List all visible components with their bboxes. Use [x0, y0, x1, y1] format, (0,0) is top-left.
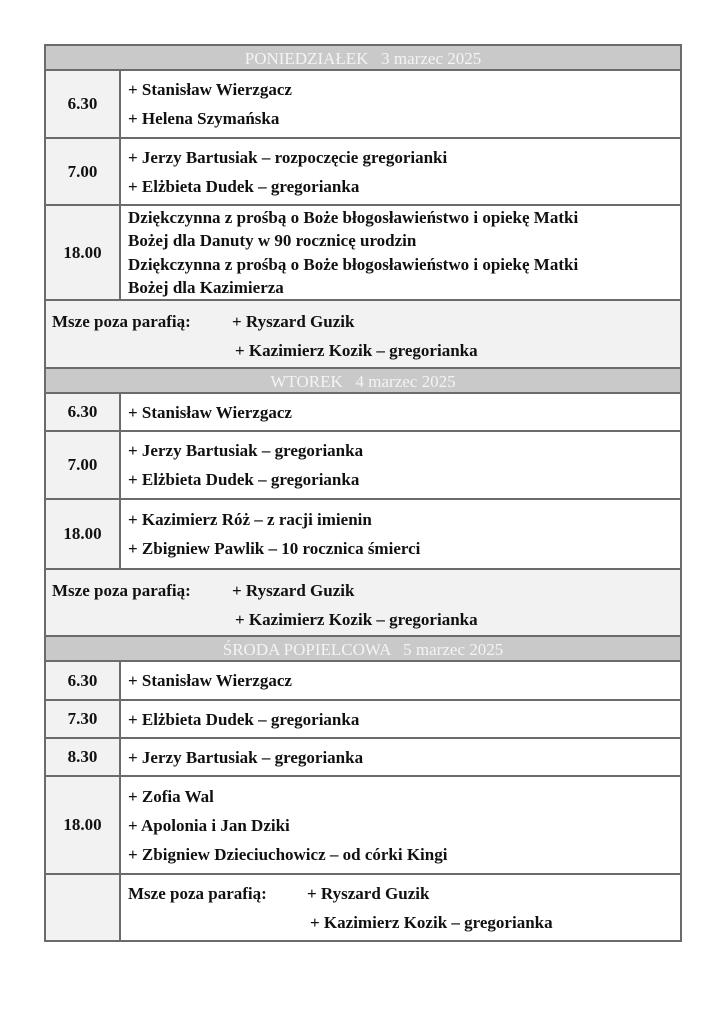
intention: + Zbigniew Dzieciuchowicz – od córki Kingi	[128, 844, 448, 864]
intention: + Kazimierz Kozik – gregorianka	[235, 610, 478, 629]
outside-masses	[121, 875, 680, 940]
mass-row	[46, 739, 680, 777]
mass-intentions	[121, 777, 680, 873]
mass-row	[46, 139, 680, 206]
intention: + Ryszard Guzik	[232, 581, 355, 600]
mass-row	[46, 701, 680, 739]
mass-intentions	[121, 139, 680, 204]
intention: + Ryszard Guzik	[307, 884, 430, 903]
mass-intentions	[121, 739, 680, 775]
mass-intentions-table	[44, 44, 682, 942]
intention: + Jerzy Bartusiak – gregorianka	[128, 441, 364, 460]
mass-row	[46, 206, 680, 301]
intention: + Elżbieta Dudek – gregorianka	[128, 176, 360, 196]
mass-time: 6.30	[46, 662, 121, 699]
mass-row	[46, 662, 680, 701]
mass-intentions	[121, 394, 680, 430]
mass-intentions	[121, 71, 680, 137]
mass-time: 6.30	[46, 71, 121, 137]
intention: Dziękczynna z prośbą o Boże błogosławieństwo i opiekę Matki	[128, 254, 579, 274]
intention: Dziękczynna z prośbą o Boże błogosławieństwo i opiekę Matki	[128, 207, 579, 227]
mass-time: 7.00	[46, 139, 121, 204]
intention: + Elżbieta Dudek – gregorianka	[128, 470, 360, 489]
mass-intentions	[121, 500, 680, 568]
intention: + Jerzy Bartusiak – gregorianka	[128, 747, 364, 767]
outside-masses-label: Msze poza parafią:	[52, 581, 191, 600]
outside-masses-row	[46, 301, 680, 369]
mass-time: 18.00	[46, 206, 121, 299]
mass-time: 18.00	[46, 500, 121, 568]
intention: + Helena Szymańska	[128, 109, 280, 128]
intention: + Apolonia i Jan Dziki	[128, 815, 290, 835]
outside-masses-label: Msze poza parafią:	[52, 312, 191, 331]
intention: + Kazimierz Kozik – gregorianka	[235, 341, 478, 360]
mass-time: 7.00	[46, 432, 121, 498]
intention: + Zbigniew Pawlik – 10 rocznica śmierci	[128, 539, 421, 558]
mass-row	[46, 777, 680, 875]
intention: + Zofia Wal	[128, 786, 214, 806]
intention: + Kazimierz Róż – z racji imienin	[128, 510, 372, 529]
intention: + Stanisław Wierzgacz	[128, 80, 292, 99]
mass-row	[46, 71, 680, 139]
intention: Bożej dla Danuty w 90 rocznicę urodzin	[128, 231, 417, 250]
intention: Bożej dla Kazimierza	[128, 278, 284, 297]
mass-intentions	[121, 701, 680, 737]
outside-masses-row	[46, 570, 680, 637]
mass-time: 8.30	[46, 739, 121, 775]
outside-masses-label: Msze poza parafią:	[128, 884, 267, 903]
outside-masses-row	[46, 875, 680, 940]
mass-intentions	[121, 206, 680, 299]
mass-time: 6.30	[46, 394, 121, 430]
intention: + Jerzy Bartusiak – rozpoczęcie gregorianki	[128, 147, 448, 167]
intention: + Stanisław Wierzgacz	[128, 402, 292, 422]
mass-row	[46, 500, 680, 570]
mass-intentions	[121, 662, 680, 699]
mass-row	[46, 394, 680, 432]
intention: + Kazimierz Kozik – gregorianka	[310, 913, 553, 932]
intention: + Stanisław Wierzgacz	[128, 671, 292, 690]
day-header-monday: PONIEDZIAŁEK 3 marzec 2025	[46, 46, 680, 71]
mass-time: 18.00	[46, 777, 121, 873]
outside-masses	[46, 301, 680, 367]
outside-masses	[46, 570, 680, 635]
empty-time-cell	[46, 875, 121, 940]
intention: + Ryszard Guzik	[232, 312, 355, 331]
mass-row	[46, 432, 680, 500]
day-header-tuesday: WTOREK 4 marzec 2025	[46, 369, 680, 394]
mass-intentions	[121, 432, 680, 498]
mass-time: 7.30	[46, 701, 121, 737]
day-header-wednesday: ŚRODA POPIELCOWA 5 marzec 2025	[46, 637, 680, 662]
intention: + Elżbieta Dudek – gregorianka	[128, 709, 360, 729]
